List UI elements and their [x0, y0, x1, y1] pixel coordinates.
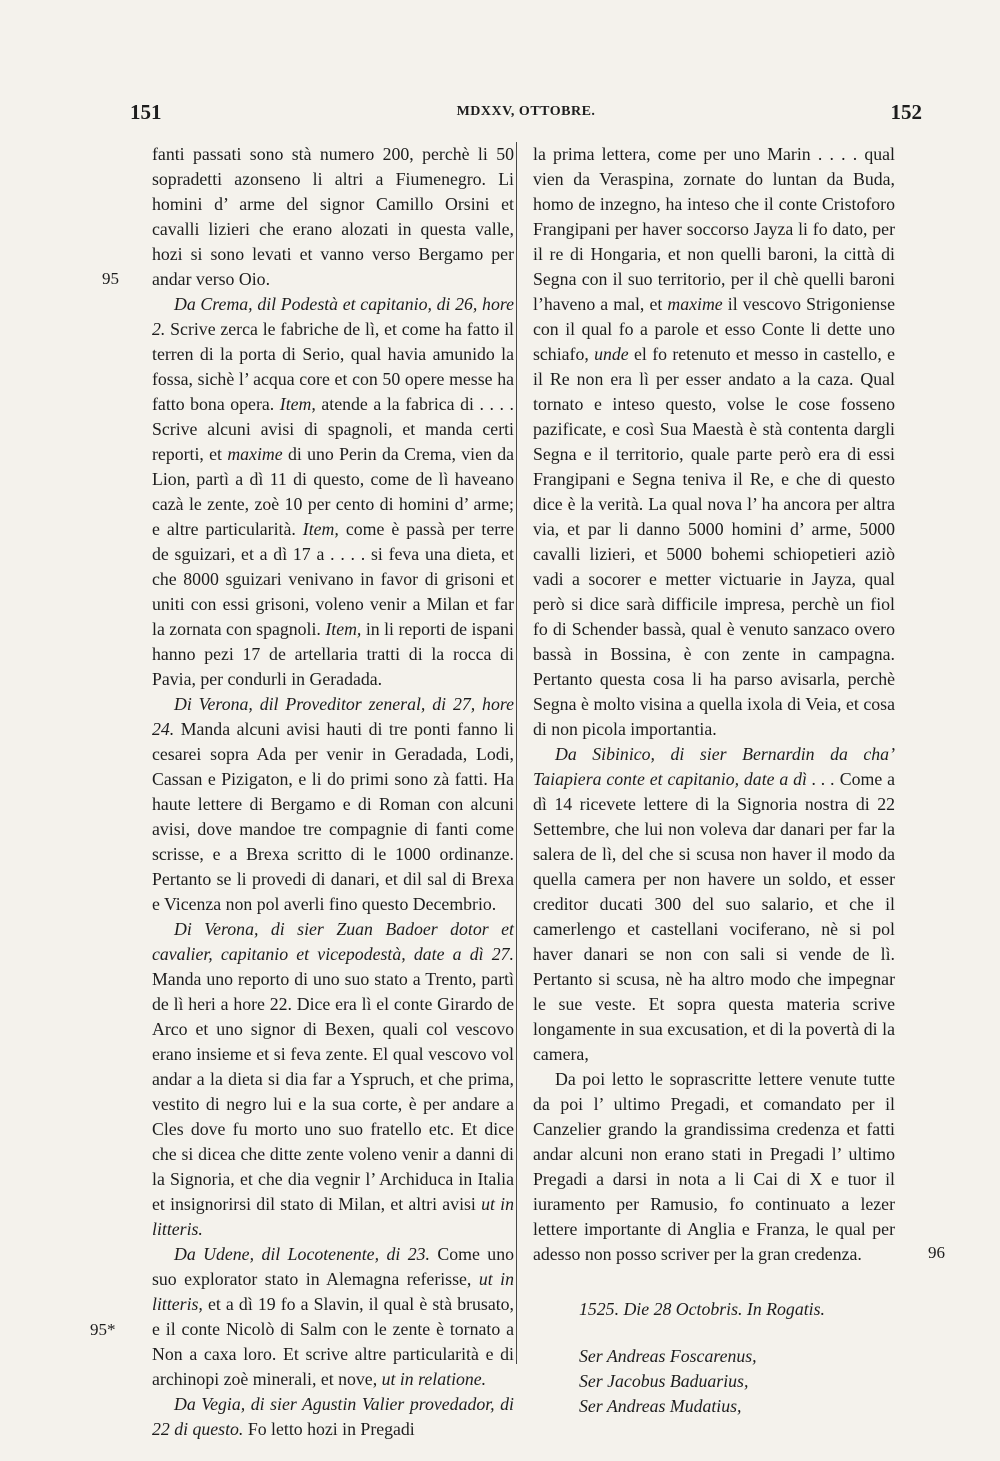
margin-number: 96: [928, 1243, 945, 1262]
page-number-left: 151: [130, 100, 162, 124]
paragraph: Di Verona, dil Proveditor zeneral, di 27, hore 24. Manda alcuni avisi hauti di tre ponti fanno li cesarei sopra Ada per venir in Geradada, Lodi, Cassan e Pizigaton, e li do primi sono zà fatti. Ha haute lettere di Bergamo e di Roman con alcuni avisi, dove mandoe tre compagnie di fanti come scrisse, e a Brexa scritto di le 1000 ordinanze. Pertanto se li provedi di danari, et dil sal di Brexa e Vicenza non pol averli fino questo Decembrio.: [152, 694, 514, 914]
margin-number: 95: [102, 269, 119, 288]
right-column: [533, 142, 895, 1419]
page-header: [130, 100, 922, 130]
name-entry: Ser Andreas Mudatius,: [579, 1396, 742, 1416]
paragraph: Da Sibinico, di sier Bernardin da cha’ Taiapiera conte et capitanio, date a dì . . . Come a dì 14 ricevete lettere di la Signoria nostra di 22 Settembre, che lui non voleva dar danari per far la salera de lì, del che si scusa non haver il modo da quella camera per non havere un soldo, et esser creditor ducati 300 del suo salario, et che il camerlengo et castellani vociferano, nè si pol haver danari se non con sali si vende de lì. Pertanto si scusa, nè ha altro modo che impegnar le sue veste. Et sopra questa materia scrive longamente in sua excusation, et di la povertà di la camera,: [533, 744, 895, 1064]
page-number-right: 152: [890, 100, 922, 124]
entry-heading: Da Crema, dil Podestà et capitanio, di 26, hore 2.: [152, 294, 514, 339]
entry-heading: Da Vegia, di sier Agustin Valier provedador, di 22 di questo.: [152, 1394, 514, 1439]
column-divider: [516, 142, 517, 1364]
paragraph: Da poi letto le soprascritte lettere venute tutte da poi l’ ultimo Pregadi, et comandato per il Canzelier grando la grandissima credenza et fatti andar alcuni non erano stati in Pregadi l’ ultimo Pregadi a darsi in nota a li Cai di X e tuor il iuramento per Ramusio, fo continuato a lezer lettere importante di Anglia e Franza, le qual per adesso non posso scriver per la gran credenza.: [533, 1069, 895, 1264]
name-entry: Ser Jacobus Baduarius,: [579, 1371, 749, 1391]
entry-heading: Da Sibinico, di sier Bernardin da cha’ Taiapiera conte et capitanio, date a dì . . .: [533, 744, 895, 789]
running-title: MDXXV, OTTOBRE.: [456, 104, 596, 119]
margin-number: 95*: [90, 1320, 116, 1339]
entry-heading: Di Verona, di sier Zuan Badoer dotor et cavalier, capitanio et vicepodestà, date a dì 27.: [152, 919, 514, 964]
paragraph: Da Vegia, di sier Agustin Valier provedador, di 22 di questo. Fo letto hozi in Pregadi: [152, 1394, 514, 1439]
entry-heading: Da Udene, dil Locotenente, di 23.: [174, 1244, 430, 1264]
paragraph: Di Verona, di sier Zuan Badoer dotor et cavalier, capitanio et vicepodestà, date a dì 27. Manda uno reporto di uno suo stato a Trento, partì de lì heri a hore 22. Dice era lì el conte Girardo de Arco et uno signor di Bexen, quali col vescovo erano insieme et si feva zente. El qual vescovo vol andar a la dieta si dia far a Yspruch, et che prima, vestito di negro lui e la sua corte, è per andare a Cles dove fu morto uno suo fratello etc. Et dice che si dicea che ditte zente voleno venir a danni di la Signoria, et che dia vegnir l’ Archiduca in Italia et insignorirsi dil stato di Milan, et altri avisi ut in litteris.: [152, 919, 515, 1239]
paragraph: la prima lettera, come per uno Marin . . . . qual vien da Veraspina, zornate do luntan da Buda, homo de inzegno, ha inteso che il conte Cristoforo Frangipani per haver soccorso Jayza li fo dato, per il re di Hongaria, et non quelli baroni, la città di Segna con il suo territorio, per il chè quelli baroni l’haveno a mal, et maxime il vescovo Strigoniense con il qual fo a parole et esso Conte li dette uno schiafo, unde el fo retenuto et messo in castello, e il Re non era lì per esser andato a la caza. Qual tornato e inteso questo, volse le cose fosseno pazificate, e così Sua Maestà è stà contenta dargli Segna e il territorio, quale parte però era di essi Frangipani e Segna teniva il Re, e che di questo dice è la verità. La qual nova l’ ha ancora per altra via, et par li danno 5000 homini d’ arme, 5000 cavalli lizieri, et 5000 bohemi schiopetieri aziò vadi a socorer e metter victuarie in Jayza, qual però si dice sarà difficile impresa, perchè un fiol fo di Schender bassà, qual è venuto sanzaco overo bassà in Bossina, è con zente in campagna. Pertanto questa cosa li ha parso avisarla, perchè Segna è molto visina a quella ixola di Veia, et cosa di non picola importantia.: [533, 144, 895, 739]
name-entry: Ser Andreas Foscarenus,: [579, 1346, 757, 1366]
left-column: [152, 142, 514, 1442]
paragraph: Da Udene, dil Locotenente, di 23. Come uno suo explorator stato in Alemagna referisse, ut in litteris, et a dì 19 fo a Slavin, il qual è stà brusato, e il conte Nicolò di Salm con le zente è tornato a Non a caxa loro. Et scrive altre particularità e di archinopi zoè minerali, et nove, ut in relatione.: [152, 1244, 514, 1389]
entry-heading: Di Verona, dil Proveditor zeneral, di 27, hore 24.: [152, 694, 514, 739]
paragraph: fanti passati sono stà numero 200, perchè li 50 sopradetti azonseno li altri a Fiumenegro. Li homini d’ arme del signor Camillo Orsini et cavalli lizieri che erano alozati in questa valle, hozi si sono levati et vanno verso Bergamo per andar verso Oio.: [152, 144, 514, 289]
session-heading: 1525. Die 28 Octobris. In Rogatis.: [579, 1299, 825, 1319]
paragraph: Da Crema, dil Podestà et capitanio, di 26, hore 2. Scrive zerca le fabriche de lì, et come ha fatto il terren di la porta di Serio, qual havia amunido la fossa, sichè l’ acqua core et con 50 opere messe ha fatto bona opera. Item, atende a la fabrica di . . . . Scrive alcuni avisi di spagnoli, et manda certi reporti, et maxime di uno Perin da Crema, vien da Lion, partì a dì 11 di questo, come de lì haveano cazà le zente, zoè 10 per cento di homini d’ arme; e altre particularità. Item, come è passà per terre de sguizari, et a dì 17 a . . . . si feva una dieta, et che 8000 sguizari venivano in favor di grisoni et uniti con essi grisoni, voleno venir a Milan et far la zornata con spagnoli. Item, in li reporti de ispani hanno pezi 17 de artellaria tratti di la rocca di Pavia, per condurli in Geradada.: [152, 294, 514, 689]
names-list: [533, 1344, 895, 1419]
